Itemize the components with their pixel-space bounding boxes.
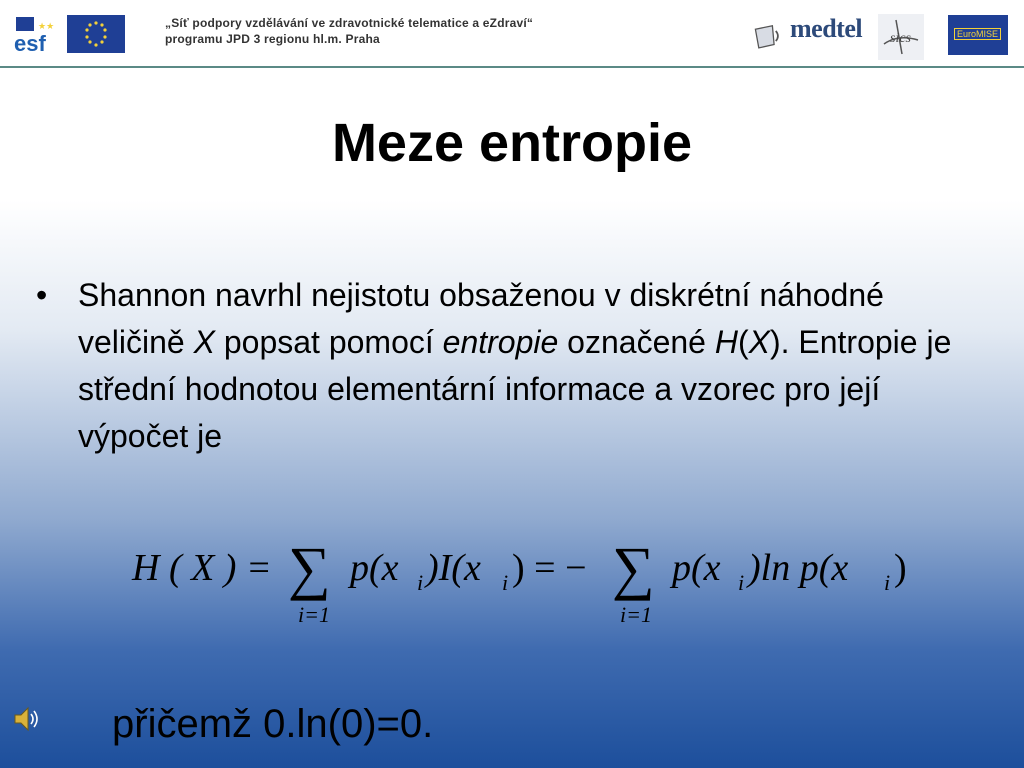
euromise-logo	[948, 15, 1008, 55]
bullet-text-part: Shannon navrhl nejistotu obsaženou v diskrétní náhodné veličině	[78, 277, 884, 360]
bullet-text-part: ). Entropie je střední hodnotou elementární informace a vzorec pro její výpočet je	[78, 324, 952, 454]
bullet-text-part: popsat pomocí	[214, 324, 443, 360]
esf-logo	[14, 15, 62, 53]
sub-i-3: i	[738, 570, 745, 595]
medtel-logo-text: medtel	[790, 14, 863, 43]
bullet-marker: •	[36, 277, 48, 313]
bullet-text	[78, 272, 976, 460]
bullet-text-part: (	[737, 324, 749, 360]
sics-logo-icon	[878, 14, 924, 60]
bullet-entropie: entropie	[442, 324, 559, 360]
sub-i-2: i	[502, 570, 509, 595]
medtel-icon	[752, 16, 786, 56]
entropy-formula	[120, 530, 940, 630]
sub-i-1: i	[417, 570, 424, 595]
sub-i-4: i	[884, 570, 891, 595]
sum-lower-2: i=1	[620, 602, 652, 627]
eu-flag-icon	[67, 15, 125, 53]
formula-term-3: ) = −	[512, 547, 587, 589]
svg-text:esf: esf	[14, 31, 46, 53]
sum-lower-1: i=1	[298, 602, 330, 627]
header-line-1: „Síť podpory vzdělávání ve zdravotnické telematice a eZdraví“	[165, 16, 534, 30]
sum-symbol-2: ∑	[612, 535, 655, 601]
speaker-icon[interactable]	[12, 704, 42, 734]
formula-term-5: )ln p(x	[748, 547, 849, 589]
bullet-item	[36, 272, 976, 460]
formula-term-2: )I(x	[426, 547, 481, 589]
slide-title: Meze entropie	[331, 113, 693, 173]
svg-text:sics: sics	[890, 31, 911, 46]
formula-term-1: p(x	[350, 547, 399, 589]
note-text: přičemž 0.ln(0)=0.	[112, 702, 434, 746]
header-line-2: programu JPD 3 regionu hl.m. Praha	[165, 32, 380, 46]
formula-term-6: )	[894, 547, 907, 589]
header-text	[165, 15, 533, 47]
sum-symbol-1: ∑	[288, 535, 331, 601]
euromise-logo-text: EuroMISE	[954, 28, 1001, 40]
bullet-var-x: X	[193, 324, 215, 360]
bullet-text-part: označené	[558, 324, 715, 360]
formula-term-4: p(x	[672, 547, 721, 589]
formula-lhs: H ( X ) =	[132, 547, 272, 589]
bullet-var-h: H	[714, 324, 738, 360]
svg-text:★★: ★★	[38, 21, 55, 31]
slide-header	[0, 0, 1024, 68]
bullet-var-x2: X	[748, 324, 770, 360]
